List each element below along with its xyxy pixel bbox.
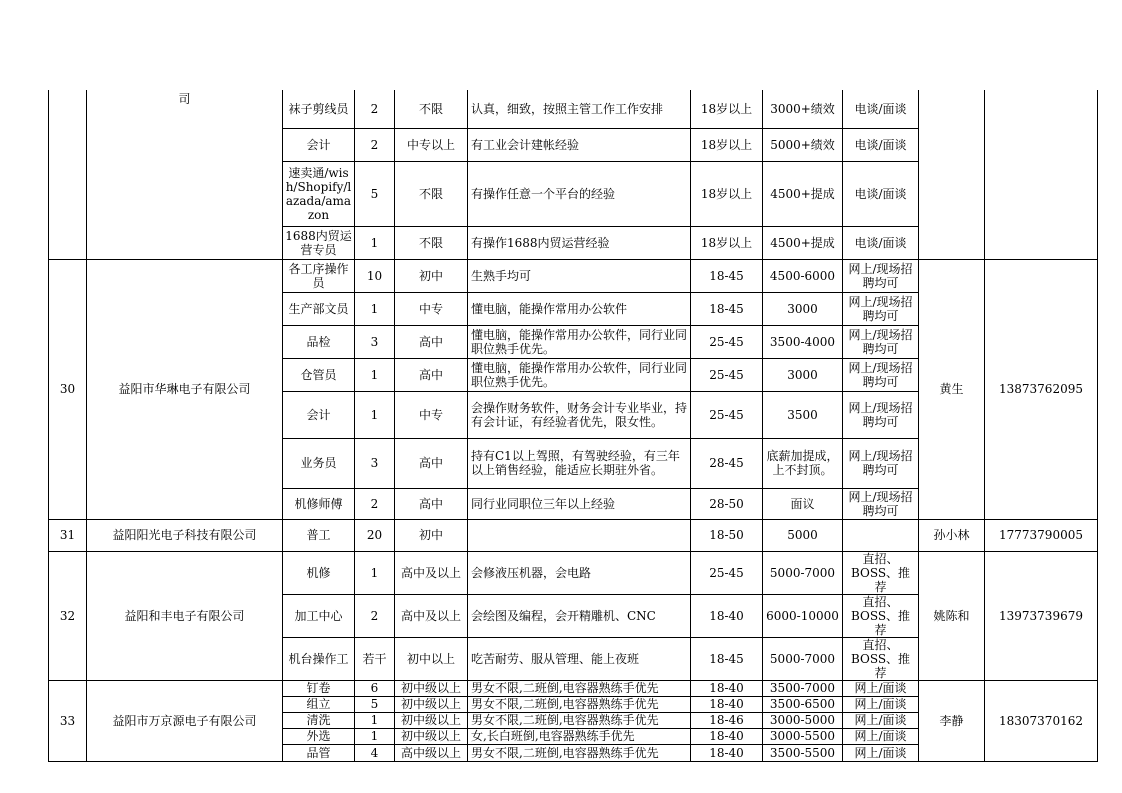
job-education: 不限 [395, 161, 468, 226]
job-education: 初中以上 [395, 637, 468, 680]
job-title: 品检 [283, 325, 355, 358]
job-title: 袜子剪线员 [283, 90, 355, 128]
job-salary: 3500-7000 [763, 680, 843, 696]
contact-phone: 17773790005 [985, 519, 1098, 551]
row-number: 30 [49, 259, 87, 519]
job-recruit-method: 网上/面谈 [843, 680, 919, 696]
job-title: 外选 [283, 728, 355, 744]
contact-person: 姚陈和 [919, 551, 985, 680]
job-salary: 3000-5000 [763, 712, 843, 728]
row-number [49, 90, 87, 259]
job-age: 28-45 [691, 438, 763, 488]
job-recruit-method [843, 519, 919, 551]
job-education: 中专 [395, 391, 468, 438]
job-title: 会计 [283, 128, 355, 161]
job-count: 2 [355, 128, 395, 161]
job-title: 会计 [283, 391, 355, 438]
job-salary: 4500+提成 [763, 161, 843, 226]
job-education: 初中级以上 [395, 712, 468, 728]
table-row [49, 551, 1098, 594]
job-education: 初中级以上 [395, 696, 468, 712]
job-requirement: 持有C1以上驾照，有驾驶经验，有三年以上销售经验，能适应长期驻外省。 [468, 438, 691, 488]
job-title: 1688内贸运营专员 [283, 226, 355, 259]
job-education: 不限 [395, 226, 468, 259]
job-age: 18-40 [691, 728, 763, 744]
job-requirement: 男女不限,二班倒,电容器熟练手优先 [468, 712, 691, 728]
job-requirement: 同行业同职位三年以上经验 [468, 488, 691, 519]
contact-phone [985, 90, 1098, 259]
job-count: 1 [355, 292, 395, 325]
job-recruit-method: 网上/现场招聘均可 [843, 292, 919, 325]
job-recruit-method: 网上/现场招聘均可 [843, 259, 919, 292]
job-title: 生产部文员 [283, 292, 355, 325]
job-title: 机台操作工 [283, 637, 355, 680]
job-title: 速卖通/wish/Shopify/lazada/amazon [283, 161, 355, 226]
job-age: 18岁以上 [691, 90, 763, 128]
job-requirement: 男女不限,二班倒,电容器熟练手优先 [468, 680, 691, 696]
job-recruit-method: 网上/面谈 [843, 744, 919, 761]
job-title: 机修师傅 [283, 488, 355, 519]
job-count: 2 [355, 488, 395, 519]
job-count: 1 [355, 358, 395, 391]
job-age: 18-45 [691, 292, 763, 325]
job-recruit-method: 电谈/面谈 [843, 226, 919, 259]
job-age: 25-45 [691, 551, 763, 594]
job-recruit-method: 电谈/面谈 [843, 128, 919, 161]
job-requirement: 会绘图及编程，会开精雕机、CNC [468, 594, 691, 637]
table-row [49, 259, 1098, 292]
company-name: 益阳和丰电子有限公司 [87, 551, 283, 680]
job-requirement [468, 519, 691, 551]
job-age: 18-40 [691, 696, 763, 712]
job-table [48, 90, 1098, 762]
contact-person: 黄生 [919, 259, 985, 519]
job-recruit-method: 网上/面谈 [843, 728, 919, 744]
job-salary: 3500-5500 [763, 744, 843, 761]
job-age: 25-45 [691, 325, 763, 358]
job-count: 2 [355, 594, 395, 637]
job-requirement: 女,长白班倒,电容器熟练手优先 [468, 728, 691, 744]
job-count: 6 [355, 680, 395, 696]
job-recruit-method: 直招、BOSS、推荐 [843, 637, 919, 680]
job-education: 中专 [395, 292, 468, 325]
job-education: 高中 [395, 358, 468, 391]
company-name: 益阳市万京源电子有限公司 [87, 680, 283, 761]
job-requirement: 有操作任意一个平台的经验 [468, 161, 691, 226]
contact-person [919, 90, 985, 259]
job-title: 清洗 [283, 712, 355, 728]
job-recruit-method: 网上/面谈 [843, 696, 919, 712]
job-salary: 5000+绩效 [763, 128, 843, 161]
contact-person: 孙小林 [919, 519, 985, 551]
contact-phone: 13873762095 [985, 259, 1098, 519]
company-name: 益阳阳光电子科技有限公司 [87, 519, 283, 551]
job-recruit-method: 网上/现场招聘均可 [843, 438, 919, 488]
job-recruit-method: 直招、BOSS、推荐 [843, 594, 919, 637]
job-title: 组立 [283, 696, 355, 712]
job-age: 18-40 [691, 680, 763, 696]
job-education: 不限 [395, 90, 468, 128]
job-count: 1 [355, 712, 395, 728]
job-title: 机修 [283, 551, 355, 594]
company-name: 益阳市华琳电子有限公司 [87, 259, 283, 519]
job-requirement: 懂电脑，能操作常用办公软件，同行业同职位熟手优先。 [468, 358, 691, 391]
job-education: 初中 [395, 519, 468, 551]
job-requirement: 生熟手均可 [468, 259, 691, 292]
job-education: 中专以上 [395, 128, 468, 161]
job-title: 各工序操作员 [283, 259, 355, 292]
job-count: 3 [355, 325, 395, 358]
job-salary: 底薪加提成，上不封顶。 [763, 438, 843, 488]
job-requirement: 懂电脑，能操作常用办公软件 [468, 292, 691, 325]
job-salary: 3000-5500 [763, 728, 843, 744]
table-row [49, 680, 1098, 696]
job-count: 4 [355, 744, 395, 761]
job-recruit-method: 电谈/面谈 [843, 161, 919, 226]
job-salary: 5000 [763, 519, 843, 551]
job-count: 2 [355, 90, 395, 128]
table-row [49, 519, 1098, 551]
job-salary: 3500 [763, 391, 843, 438]
job-salary: 3500-6500 [763, 696, 843, 712]
job-requirement: 会操作财务软件，财务会计专业毕业，持有会计证，有经验者优先，限女性。 [468, 391, 691, 438]
job-salary: 3500-4000 [763, 325, 843, 358]
job-age: 18岁以上 [691, 226, 763, 259]
job-age: 18岁以上 [691, 128, 763, 161]
job-requirement: 男女不限,二班倒,电容器熟练手优先 [468, 744, 691, 761]
job-salary: 5000-7000 [763, 637, 843, 680]
job-count: 5 [355, 161, 395, 226]
job-count: 10 [355, 259, 395, 292]
job-age: 25-45 [691, 358, 763, 391]
job-education: 高中 [395, 438, 468, 488]
job-recruit-method: 网上/现场招聘均可 [843, 488, 919, 519]
job-salary: 4500+提成 [763, 226, 843, 259]
job-age: 18-50 [691, 519, 763, 551]
job-count: 3 [355, 438, 395, 488]
job-requirement: 会修液压机器，会电路 [468, 551, 691, 594]
job-salary: 3000+绩效 [763, 90, 843, 128]
job-requirement: 男女不限,二班倒,电容器熟练手优先 [468, 696, 691, 712]
job-title: 业务员 [283, 438, 355, 488]
job-recruit-method: 电谈/面谈 [843, 90, 919, 128]
job-count: 5 [355, 696, 395, 712]
job-age: 25-45 [691, 391, 763, 438]
job-requirement: 认真，细致，按照主管工作工作安排 [468, 90, 691, 128]
job-education: 高中及以上 [395, 594, 468, 637]
job-education: 高中 [395, 325, 468, 358]
job-recruit-method: 网上/现场招聘均可 [843, 358, 919, 391]
job-count: 若干 [355, 637, 395, 680]
job-requirement: 有操作1688内贸运营经验 [468, 226, 691, 259]
job-age: 18-45 [691, 259, 763, 292]
job-education: 高中及以上 [395, 551, 468, 594]
row-number: 32 [49, 551, 87, 680]
company-name: 司 [87, 90, 283, 259]
job-salary: 6000-10000 [763, 594, 843, 637]
job-count: 1 [355, 391, 395, 438]
row-number: 33 [49, 680, 87, 761]
job-age: 18-45 [691, 637, 763, 680]
contact-person: 李静 [919, 680, 985, 761]
job-education: 初中级以上 [395, 728, 468, 744]
job-age: 18岁以上 [691, 161, 763, 226]
job-requirement: 懂电脑，能操作常用办公软件，同行业同职位熟手优先。 [468, 325, 691, 358]
job-recruit-method: 网上/面谈 [843, 712, 919, 728]
job-education: 高中 [395, 488, 468, 519]
job-salary: 3000 [763, 292, 843, 325]
job-age: 18-40 [691, 744, 763, 761]
job-title: 品管 [283, 744, 355, 761]
job-count: 1 [355, 226, 395, 259]
job-age: 18-40 [691, 594, 763, 637]
job-recruit-method: 网上/现场招聘均可 [843, 325, 919, 358]
job-salary: 面议 [763, 488, 843, 519]
job-count: 1 [355, 728, 395, 744]
job-salary: 4500-6000 [763, 259, 843, 292]
table-row [49, 90, 1098, 128]
job-title: 钉卷 [283, 680, 355, 696]
job-count: 1 [355, 551, 395, 594]
job-title: 仓管员 [283, 358, 355, 391]
job-salary: 5000-7000 [763, 551, 843, 594]
contact-phone: 18307370162 [985, 680, 1098, 761]
row-number: 31 [49, 519, 87, 551]
job-age: 18-46 [691, 712, 763, 728]
job-salary: 3000 [763, 358, 843, 391]
job-title: 普工 [283, 519, 355, 551]
job-recruit-method: 网上/现场招聘均可 [843, 391, 919, 438]
job-count: 20 [355, 519, 395, 551]
job-education: 初中 [395, 259, 468, 292]
job-recruit-method: 直招、BOSS、推荐 [843, 551, 919, 594]
job-age: 28-50 [691, 488, 763, 519]
job-title: 加工中心 [283, 594, 355, 637]
contact-phone: 13973739679 [985, 551, 1098, 680]
job-requirement: 吃苦耐劳、服从管理、能上夜班 [468, 637, 691, 680]
job-education: 初中级以上 [395, 680, 468, 696]
job-requirement: 有工业会计建帐经验 [468, 128, 691, 161]
job-education: 高中级以上 [395, 744, 468, 761]
